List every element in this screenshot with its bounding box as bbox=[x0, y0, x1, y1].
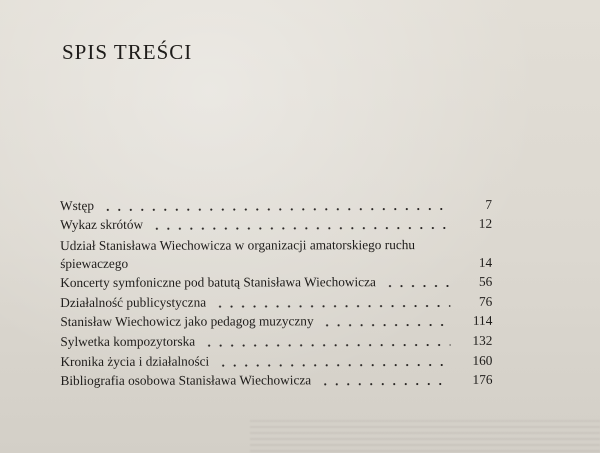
toc-entry-title: Sylwetka kompozytorska bbox=[60, 333, 196, 350]
table-of-contents bbox=[60, 194, 493, 390]
dot-leader bbox=[203, 344, 450, 347]
toc-entry-title: Bibliografia osobowa Stanisława Wiechowicza bbox=[60, 372, 312, 389]
toc-entry bbox=[60, 233, 492, 273]
toc-entry bbox=[60, 194, 492, 215]
toc-entry-title: Wykaz skrótów bbox=[60, 216, 144, 233]
toc-entry-page: 76 bbox=[478, 293, 493, 309]
dot-leader bbox=[102, 208, 450, 211]
toc-entry bbox=[60, 213, 492, 234]
dot-leader bbox=[217, 364, 450, 367]
toc-entry-page: 114 bbox=[472, 313, 493, 329]
toc-entry bbox=[60, 350, 492, 371]
toc-entry-title: Koncerty symfoniczne pod batutą Stanisława Wiechowicza bbox=[60, 274, 376, 291]
toc-entry-page: 12 bbox=[478, 216, 493, 232]
toc-entry-title: Stanisław Wiechowicz jako pedagog muzyczny bbox=[60, 313, 314, 330]
dot-leader bbox=[151, 227, 450, 230]
toc-entry-title: Kronika życia i działalności bbox=[60, 353, 210, 369]
toc-entry-page: 7 bbox=[485, 196, 493, 212]
toc-entry bbox=[60, 330, 492, 351]
toc-entry bbox=[60, 272, 492, 293]
toc-entry-title: Działalność publicystyczna bbox=[60, 294, 207, 310]
toc-entry bbox=[60, 311, 492, 332]
toc-entry-page: 14 bbox=[478, 254, 493, 270]
page-title: SPIS TREŚCI bbox=[62, 40, 193, 64]
toc-entry-title: Udział Stanisława Wiechowicza w organizacji amatorskiego ruchu śpiewaczego bbox=[60, 236, 416, 271]
toc-entry-page: 56 bbox=[478, 274, 493, 290]
dot-leader bbox=[322, 324, 451, 326]
dot-leader bbox=[214, 305, 450, 308]
toc-entry-title: Wstęp bbox=[60, 197, 95, 213]
toc-entry-page: 176 bbox=[472, 372, 493, 388]
bleed-through-text bbox=[250, 420, 600, 453]
toc-entry bbox=[60, 291, 492, 312]
dot-leader bbox=[384, 285, 450, 287]
toc-entry-page: 160 bbox=[472, 352, 493, 368]
dot-leader bbox=[319, 383, 450, 385]
toc-entry bbox=[60, 370, 492, 391]
toc-entry-page: 132 bbox=[472, 332, 493, 348]
